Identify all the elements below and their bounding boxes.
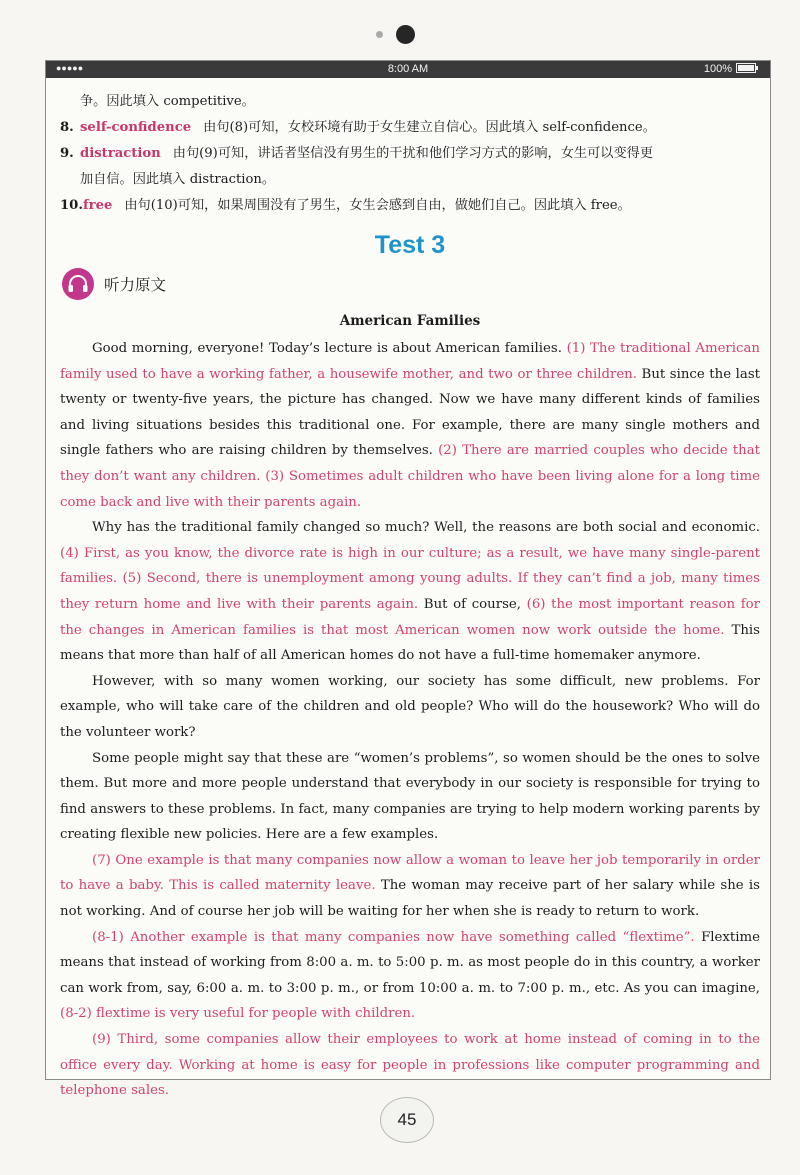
answer-number: 9.	[60, 146, 74, 161]
highlighted-sentence: (2) There are married couples who decide that they don’t want any children. (3) Sometimes adult children who have been living alone for a long time come back and live with their parents again.	[60, 443, 760, 510]
status-bar	[46, 61, 770, 78]
article-title: American Families	[339, 313, 481, 329]
transcript-paragraph	[60, 515, 760, 669]
answer-key: free	[82, 198, 113, 213]
answer-number: 10.	[60, 198, 83, 213]
transcript-paragraph	[60, 925, 760, 1027]
answer-key: self-confidence	[80, 120, 192, 135]
device-camera-dots	[0, 24, 800, 46]
article-body	[60, 336, 760, 1104]
answer-explanation: 由句(9)可知，讲话者坚信没有男生的干扰和他们学习方式的影响，女生可以变得更	[172, 146, 654, 161]
transcript-text: Good morning, everyone! Today’s lecture is about American families.	[92, 341, 567, 356]
transcript-text: This means that more than half of all American homes do not have a full-time homemaker anymore.	[60, 622, 760, 664]
transcript-paragraph	[60, 1027, 760, 1104]
answer-item	[60, 141, 760, 193]
answer-item	[60, 115, 760, 141]
section-header	[62, 268, 760, 300]
transcript-paragraph	[60, 746, 760, 848]
battery-icon	[736, 63, 756, 73]
transcript-text: Why has the traditional family changed so much? Well, the reasons are both social and economic.	[92, 520, 760, 536]
transcript-text: But since the last twenty or twenty-five years, the picture has changed. Now we have many different kinds of families and living situations besides this traditional one. For example, there are many single mothers and single fathers who are raising children by themselves.	[60, 366, 760, 459]
answer-item	[60, 193, 760, 219]
answer-explanation: 争。因此填入 competitive。	[80, 94, 255, 109]
device-screen	[45, 60, 771, 1099]
transcript-text: However, with so many women working, our society has some difficult, new problems. For example, who will take care of the children and old people? Who will do the housework? Who will do the volunteer work?	[60, 673, 760, 740]
battery-status	[704, 63, 756, 75]
transcript-text: Flextime means that instead of working from 8:00 a. m. to 5:00 p. m. as most people do in this country, a worker can work from, say, 6:00 a. m. to 3:00 p. m., or from 10:00 a. m. to 7:00 p. m., etc. As you can imagine,	[60, 929, 760, 996]
highlighted-sentence: (9) Third, some companies allow their employees to work at home instead of coming in to the office every day. Working at home is easy for people in professions like computer programming and telephone sales.	[60, 1032, 760, 1099]
test-title: Test 3	[374, 231, 446, 259]
transcript-text: The woman may receive part of her salary while she is not working. And of course her job will be waiting for her when she is ready to return to work.	[60, 878, 760, 920]
highlighted-sentence: (4) First, as you know, the divorce rate is high in our culture; as a result, we have many single-parent families. (5) Second, there is unemployment among young adults. If they can’t find a job, many times they return home and live with their parents again.	[60, 545, 760, 612]
transcript-paragraph	[60, 848, 760, 925]
answer-key: distraction	[80, 146, 161, 161]
status-time: 8:00 AM	[387, 63, 429, 75]
transcript-paragraph	[60, 669, 760, 746]
highlighted-sentence: (1) The traditional American family used to have a working father, a housewife mother, and two or three children.	[60, 341, 760, 382]
transcript-text: Some people might say that these are “women’s problems”, so women should be the ones to solve them. But more and more people understand that everybody in our society is responsible for trying to find answers to these problems. In fact, many companies are trying to help modern working parents by creating flexible new policies. Here are a few examples.	[60, 750, 760, 843]
highlighted-sentence: (8-1) Another example is that many companies now have something called “flextime”.	[92, 929, 695, 945]
highlighted-sentence: (6) the most important reason for the changes in American families is that most American women now work outside the home.	[60, 596, 760, 638]
answer-explanation: 由句(8)可知，女校环境有助于女生建立自信心。因此填入 self-confidence。	[203, 120, 656, 135]
camera-dot	[396, 25, 415, 44]
transcript-text: But of course,	[418, 596, 527, 612]
battery-level: 100%	[703, 63, 732, 75]
highlighted-sentence: (8-2) flextime is very useful for people with children.	[60, 1006, 416, 1022]
answer-item	[60, 89, 760, 115]
page-number: 45	[380, 1097, 434, 1143]
page-content	[60, 89, 760, 1104]
answer-list	[60, 89, 760, 219]
signal-icon: ●●●●●	[56, 63, 84, 73]
answer-explanation-continued: 加自信。因此填入 distraction。	[80, 172, 276, 187]
headphones-icon	[62, 268, 94, 300]
answer-explanation: 由句(10)可知，如果周围没有了男生，女生会感到自由，做她们自己。因此填入 free。	[124, 198, 631, 213]
highlighted-sentence: (7) One example is that many companies now allow a woman to leave her job temporarily in order to have a baby. This is called maternity leave.	[60, 852, 760, 894]
section-label: 听力原文	[104, 276, 167, 294]
answer-number: 8.	[60, 120, 74, 135]
transcript-paragraph	[60, 336, 760, 515]
sensor-dot	[376, 31, 383, 38]
